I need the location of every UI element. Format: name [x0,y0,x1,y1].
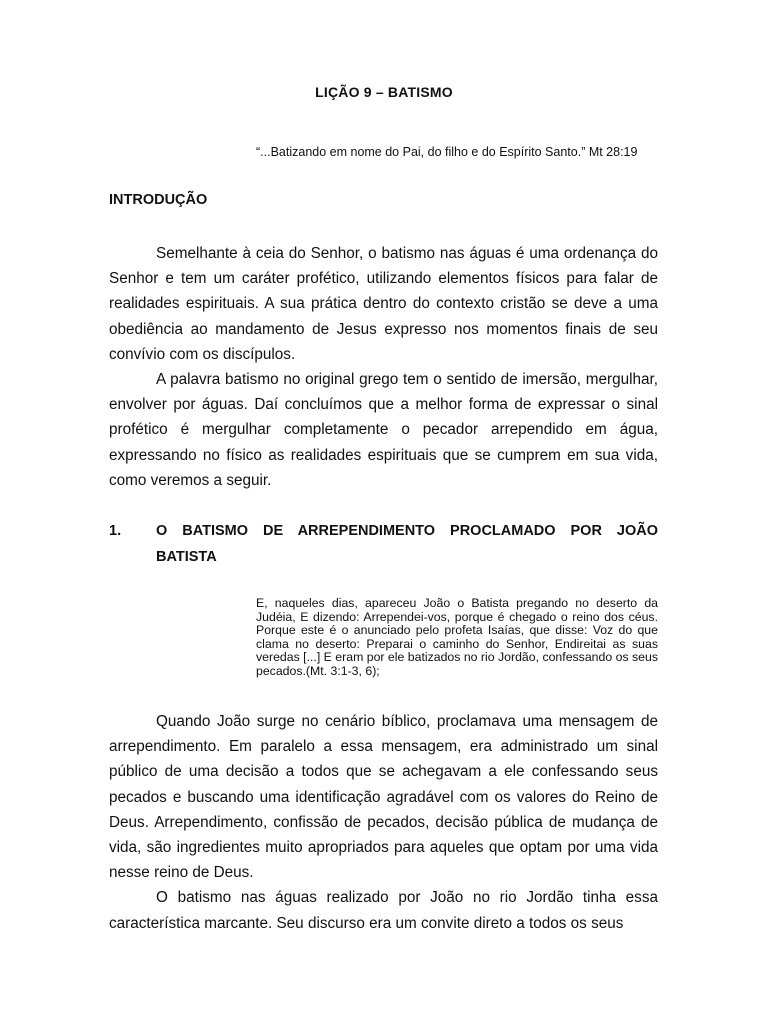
intro-heading: INTRODUÇÃO [109,192,208,208]
section-title-line: BATISTA [156,549,217,565]
intro-section [109,241,658,493]
section-body [109,709,658,936]
section-paragraph: O batismo nas águas realizado por João no rio Jordão tinha essa característica marcante. Seu discurso era um convite direto a todos os seus [109,889,658,932]
scripture-quote: E, naqueles dias, apareceu João o Batista pregando no deserto da Judéia, E dizendo: Arrependei-vos, porque é chegado o reino dos céus. Porque este é o anunciado pelo profeta Isaías, que disse: Voz do que clama no deserto: Preparai o caminho do Senhor, Endireitai as suas veredas [...] E eram por ele batizados no rio Jordão, confessando os seus pecados.(Mt. 3:1-3, 6); [256,596,658,678]
intro-paragraph: Semelhante à ceia do Senhor, o batismo nas águas é uma ordenança do Senhor e tem um caráter profético, utilizando elementos físicos para falar de realidades espirituais. A sua prática dentro do contexto cristão se deve a uma obediência ao mandamento de Jesus expresso nos momentos finais de seu convívio com os discípulos. [109,245,658,363]
section-paragraph: Quando João surge no cenário bíblico, proclamava uma mensagem de arrependimento. Em paralelo a essa mensagem, era administrado um sinal público de uma decisão a todos que se achegavam a ele confessando seus pecados e buscando uma identificação agradável com os valores do Reino de Deus. Arrependimento, confissão de pecados, decisão pública de mudança de vida, são ingredientes muito apropriados para aqueles que optam por uma vida nesse reino de Deus. [109,713,658,882]
epigraph: “...Batizando em nome do Pai, do filho e do Espírito Santo.” Mt 28:19 [256,145,638,159]
lesson-title: LIÇÃO 9 – BATISMO [315,84,453,100]
section-title-line: O BATISMO DE ARREPENDIMENTO PROCLAMADO POR JOÃO [156,523,658,539]
section-number: 1. [109,523,122,539]
intro-paragraph: A palavra batismo no original grego tem o sentido de imersão, mergulhar, envolver por águas. Daí concluímos que a melhor forma de expressar o sinal profético é mergulhar completamente o pecador arrependido em água, expressando no físico as realidades espirituais que se cumprem em sua vida, como veremos a seguir. [109,371,658,489]
section-heading [109,518,658,570]
section-title [156,518,658,570]
